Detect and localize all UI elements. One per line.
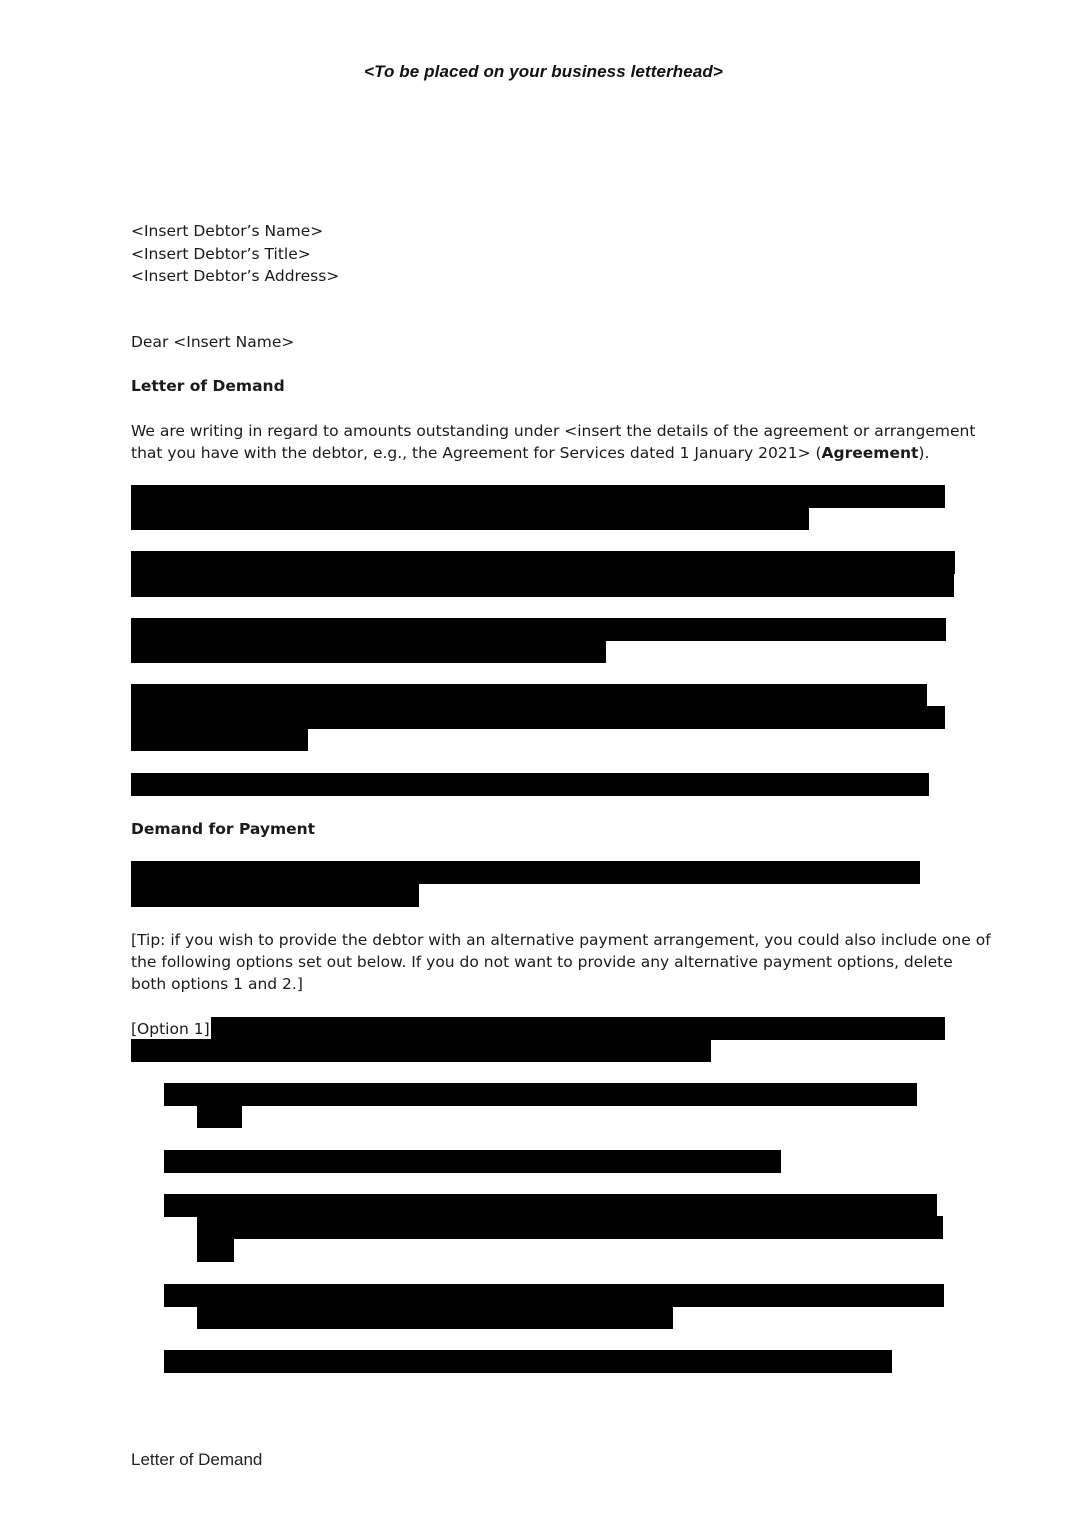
intro-line-1: We are writing in regard to amounts outstanding under <insert the details of the agreement or arrangement xyxy=(131,422,976,440)
salutation: Dear <Insert Name> xyxy=(131,333,295,351)
intro-line-2-suffix: ). xyxy=(918,444,930,462)
redaction-bar xyxy=(164,1150,781,1173)
redaction-bar xyxy=(131,883,419,907)
redaction-bar xyxy=(211,1017,945,1040)
redaction-bar xyxy=(197,1238,234,1262)
redaction-bar xyxy=(197,1105,242,1128)
redaction-bar xyxy=(197,1306,673,1329)
intro-line-2-prefix: that you have with the debtor, e.g., the Agreement for Services dated 1 January 2021> ( xyxy=(131,444,822,462)
redaction-bar xyxy=(164,1083,917,1106)
heading-demand-for-payment: Demand for Payment xyxy=(131,820,316,838)
redaction-bar xyxy=(131,485,945,508)
debtor-name: <Insert Debtor’s Name> xyxy=(131,222,324,240)
redaction-bar xyxy=(131,684,927,707)
tip-line-2: the following options set out below. If you do not want to provide any alternative payment options, delete xyxy=(131,953,953,971)
intro-line-2 xyxy=(131,442,961,464)
intro-paragraph xyxy=(131,420,976,464)
redaction-bar xyxy=(164,1350,892,1373)
tip-line-3: both options 1 and 2.] xyxy=(131,975,303,993)
redaction-bar xyxy=(131,551,955,574)
redaction-bar xyxy=(131,1039,711,1062)
agreement-term: Agreement xyxy=(821,444,919,462)
debtor-title: <Insert Debtor’s Title> xyxy=(131,245,311,263)
redaction-bar xyxy=(131,706,945,729)
debtor-address: <Insert Debtor’s Address> xyxy=(131,267,340,285)
redaction-bar xyxy=(131,507,809,530)
redaction-bar xyxy=(131,728,308,751)
letterhead-note: <To be placed on your business letterhead> xyxy=(364,62,723,81)
redaction-bar xyxy=(164,1284,944,1307)
footer-title: Letter of Demand xyxy=(131,1450,263,1469)
redaction-bar xyxy=(131,618,946,641)
redaction-bar xyxy=(197,1216,943,1239)
redaction-bar xyxy=(131,640,606,663)
heading-letter-of-demand: Letter of Demand xyxy=(131,377,285,395)
option-1-label: [Option 1] xyxy=(131,1020,210,1038)
redaction-bar xyxy=(131,861,920,884)
redaction-bar xyxy=(164,1194,937,1217)
redaction-bar xyxy=(131,773,929,796)
tip-line-1: [Tip: if you wish to provide the debtor with an alternative payment arrangement, you could also include one of xyxy=(131,931,991,949)
redaction-bar xyxy=(131,573,954,597)
tip-paragraph xyxy=(131,929,991,995)
